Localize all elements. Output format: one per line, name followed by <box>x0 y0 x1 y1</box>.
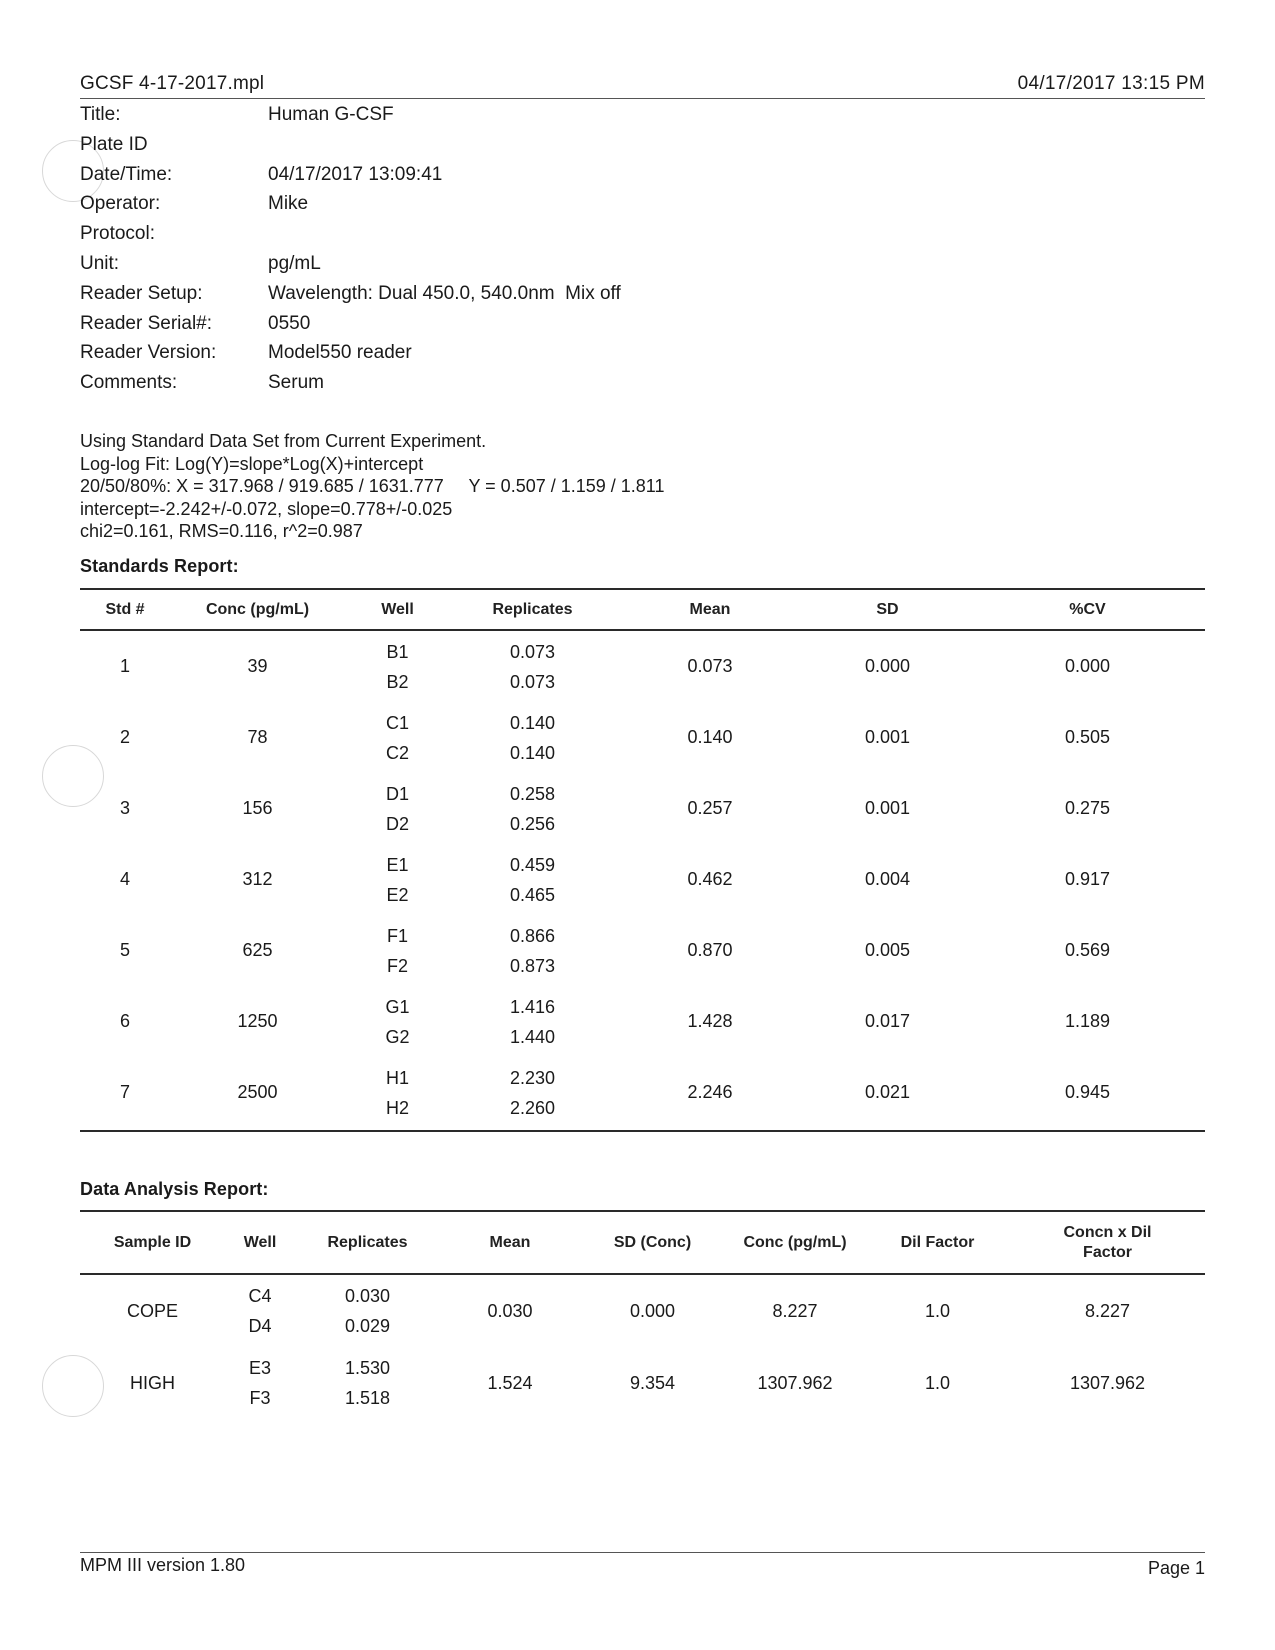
replicate: 1.440 <box>509 1026 556 1047</box>
sd: 0.001 <box>864 798 911 818</box>
table-row <box>80 773 1205 844</box>
header-divider <box>80 98 1205 99</box>
replicate: 0.256 <box>509 813 556 834</box>
col-well: Well <box>381 600 414 618</box>
meta-label: Reader Setup: <box>80 282 203 304</box>
table-row <box>80 915 1205 986</box>
concn-dil-factor: 1307.962 <box>1069 1372 1146 1393</box>
software-version: MPM III version 1.80 <box>80 1555 246 1575</box>
replicate: 0.073 <box>509 671 556 692</box>
std-number: 2 <box>119 727 130 747</box>
std-number: 3 <box>119 798 130 818</box>
replicate: 2.260 <box>509 1097 556 1118</box>
meta-label: Reader Serial#: <box>80 312 213 334</box>
table-row <box>80 702 1205 773</box>
replicate: 0.140 <box>509 712 556 733</box>
replicate: 0.030 <box>344 1286 391 1306</box>
cv: 0.569 <box>1064 940 1111 960</box>
meta-value: pg/mL <box>268 252 321 274</box>
meta-label: Title: <box>80 104 121 125</box>
col-dil-factor: Dil Factor <box>900 1233 975 1251</box>
table-row <box>80 844 1205 915</box>
cv: 0.505 <box>1064 727 1111 747</box>
meta-value: Wavelength: Dual 450.0, 540.0nm Mix off <box>268 282 621 304</box>
well: C1 <box>385 712 409 733</box>
replicate: 2.230 <box>509 1067 556 1088</box>
table-row <box>80 1347 1205 1419</box>
fit-source: Using Standard Data Set from Current Experiment. <box>80 431 487 451</box>
well: F1 <box>386 925 408 946</box>
replicate: 0.258 <box>509 783 556 804</box>
mean: 1.524 <box>487 1372 533 1393</box>
std-number: 4 <box>119 869 130 889</box>
well: E2 <box>386 884 409 905</box>
table-row <box>80 1057 1205 1128</box>
conc: 8.227 <box>772 1300 818 1321</box>
col-replicates: Replicates <box>492 600 573 618</box>
cv: 0.917 <box>1064 869 1111 889</box>
table-row <box>80 986 1205 1057</box>
replicate: 0.029 <box>344 1316 391 1336</box>
col-std: Std # <box>105 600 145 618</box>
col-sample-id: Sample ID <box>113 1233 192 1251</box>
sd: 0.021 <box>864 1082 911 1102</box>
col-concn-dil-factor: Concn x Dil Factor <box>1063 1223 1152 1261</box>
well: G1 <box>385 996 410 1017</box>
replicate: 1.416 <box>509 996 556 1017</box>
std-conc: 2500 <box>237 1082 278 1102</box>
dil-factor: 1.0 <box>924 1300 951 1321</box>
analysis-report-title: Data Analysis Report: <box>80 1179 269 1199</box>
fit-equation: Log-log Fit: Log(Y)=slope*Log(X)+intercept <box>80 453 424 474</box>
meta-value: Serum <box>268 372 324 394</box>
meta-label: Reader Version: <box>80 342 217 364</box>
metadata-block <box>80 100 621 398</box>
std-number: 5 <box>119 940 130 960</box>
sd: 0.017 <box>864 1011 911 1031</box>
std-number: 7 <box>119 1082 130 1102</box>
cv: 0.000 <box>1064 656 1111 676</box>
curve-fit-summary <box>80 430 664 543</box>
well: E1 <box>386 854 409 875</box>
mean: 0.462 <box>687 869 733 889</box>
dil-factor: 1.0 <box>924 1372 951 1393</box>
well: H1 <box>385 1067 409 1088</box>
meta-row-protocol <box>80 219 621 249</box>
mean: 0.140 <box>687 727 733 747</box>
meta-row-operator <box>80 189 621 219</box>
replicate: 0.873 <box>509 955 556 976</box>
well: F3 <box>249 1388 271 1408</box>
standards-table <box>80 590 1205 1128</box>
std-conc: 312 <box>242 869 273 889</box>
fit-statistics: chi2=0.161, RMS=0.116, r^2=0.987 <box>80 521 363 541</box>
cv: 1.189 <box>1064 1011 1111 1031</box>
meta-row-datetime <box>80 160 621 190</box>
std-conc: 156 <box>242 798 273 818</box>
sd: 0.005 <box>864 940 911 960</box>
replicate: 0.866 <box>509 925 556 946</box>
std-conc: 39 <box>247 656 268 676</box>
sample-id: HIGH <box>130 1372 175 1393</box>
col-mean: Mean <box>489 1233 531 1251</box>
col-mean: Mean <box>689 600 731 618</box>
meta-row-reader-setup <box>80 279 621 309</box>
mean: 1.428 <box>687 1011 733 1031</box>
meta-label: Protocol: <box>80 223 155 245</box>
well: H2 <box>385 1097 409 1118</box>
sd-conc: 0.000 <box>629 1300 676 1321</box>
mean: 2.246 <box>687 1082 733 1102</box>
well: D1 <box>385 783 409 804</box>
meta-value: 04/17/2017 13:09:41 <box>268 163 443 185</box>
sample-id: COPE <box>126 1300 178 1321</box>
conc: 1307.962 <box>757 1372 833 1393</box>
col-replicates: Replicates <box>327 1233 408 1251</box>
sd: 0.000 <box>864 656 911 676</box>
table-row <box>80 1275 1205 1347</box>
meta-row-reader-serial <box>80 309 621 339</box>
well: G2 <box>385 1026 410 1047</box>
meta-label: Comments: <box>80 372 178 394</box>
std-number: 1 <box>119 656 130 676</box>
analysis-header-row <box>80 1212 1205 1274</box>
meta-label: Date/Time: <box>80 163 173 185</box>
meta-row-unit <box>80 249 621 279</box>
std-conc: 78 <box>247 727 268 747</box>
sd: 0.004 <box>864 869 911 889</box>
meta-value: Mike <box>268 193 309 215</box>
mean: 0.870 <box>687 940 733 960</box>
page-number: Page 1 <box>1147 1558 1205 1578</box>
replicate: 0.140 <box>509 742 556 763</box>
well: C4 <box>248 1286 272 1306</box>
col-well: Well <box>243 1233 277 1251</box>
replicate: 1.530 <box>344 1358 391 1378</box>
meta-value: Model550 reader <box>268 342 412 364</box>
meta-value: 0550 <box>268 312 311 334</box>
col-conc: Conc (pg/mL) <box>743 1233 847 1251</box>
well: C2 <box>385 742 409 763</box>
mean: 0.073 <box>687 656 733 676</box>
cv: 0.275 <box>1064 798 1111 818</box>
standards-header-row <box>80 590 1205 630</box>
col-conc: Conc (pg/mL) <box>205 600 310 618</box>
replicate: 0.073 <box>509 641 556 662</box>
meta-row-title <box>80 100 621 130</box>
mean: 0.030 <box>487 1300 533 1321</box>
well: D2 <box>385 813 409 834</box>
replicate: 0.465 <box>509 884 556 905</box>
print-datetime: 04/17/2017 13:15 PM <box>1017 73 1205 94</box>
meta-value: Human G-CSF <box>268 104 394 125</box>
well: D4 <box>248 1316 272 1336</box>
fit-percentiles: 20/50/80%: X = 317.968 / 919.685 / 1631.777 Y = 0.507 / 1.159 / 1.811 <box>80 476 665 496</box>
standards-report-title: Standards Report: <box>80 556 239 576</box>
well: F2 <box>386 955 408 976</box>
col-sd: SD <box>876 600 899 618</box>
std-conc: 625 <box>242 940 273 960</box>
meta-label: Operator: <box>80 193 161 215</box>
col-cv: %CV <box>1069 600 1106 618</box>
fit-parameters: intercept=-2.242+/-0.072, slope=0.778+/-0.025 <box>80 498 453 519</box>
analysis-table <box>80 1212 1205 1419</box>
file-name: GCSF 4-17-2017.mpl <box>80 73 265 94</box>
mean: 0.257 <box>687 798 733 818</box>
replicate: 1.518 <box>344 1388 391 1408</box>
replicate: 0.459 <box>509 854 556 875</box>
cv: 0.945 <box>1064 1082 1111 1102</box>
sd: 0.001 <box>864 727 911 747</box>
well: E3 <box>248 1358 272 1378</box>
well: B1 <box>386 641 409 662</box>
meta-label: Plate ID <box>80 133 148 155</box>
standards-bottom-rule <box>80 1130 1205 1132</box>
meta-row-reader-version <box>80 338 621 368</box>
col-sd-conc: SD (Conc) <box>613 1233 692 1251</box>
footer-divider <box>80 1552 1205 1553</box>
table-row <box>80 631 1205 702</box>
sd-conc: 9.354 <box>629 1372 676 1393</box>
meta-label: Unit: <box>80 252 120 274</box>
concn-dil-factor: 8.227 <box>1084 1300 1131 1321</box>
meta-row-plate-id <box>80 130 621 160</box>
meta-row-comments <box>80 368 621 398</box>
std-conc: 1250 <box>237 1011 278 1031</box>
std-number: 6 <box>119 1011 130 1031</box>
well: B2 <box>386 671 409 692</box>
